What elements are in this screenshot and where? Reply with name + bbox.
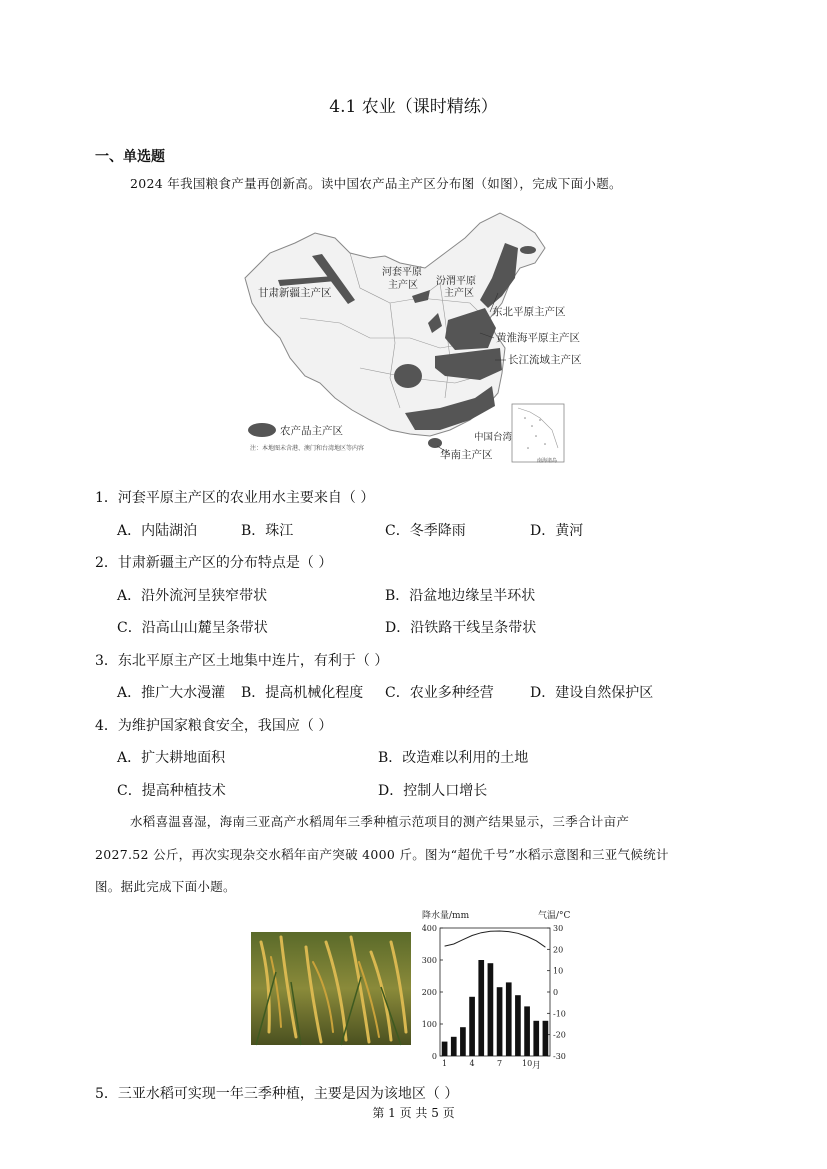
sichuan-region xyxy=(394,364,422,388)
question-3-stem: 3．东北平原主产区土地集中连片，有利于（ ） xyxy=(95,653,389,669)
left-tick-label: 400 xyxy=(421,924,437,933)
q2-option-b[interactable]: B．沿盆地边缘呈半环状 xyxy=(385,588,536,604)
right-tick-label: 30 xyxy=(553,924,564,933)
precip-bar-8 xyxy=(506,982,512,1056)
right-tick-label: -30 xyxy=(553,1052,566,1061)
precip-bar-7 xyxy=(497,987,503,1056)
precip-bar-1 xyxy=(442,1042,448,1056)
question-1-stem: 1．河套平原主产区的农业用水主要来自（ ） xyxy=(95,490,375,506)
q4-option-c[interactable]: C．提高种植技术 xyxy=(117,783,226,799)
precip-bar-3 xyxy=(460,1027,466,1056)
hainan-region xyxy=(428,438,442,448)
q4-option-d[interactable]: D．控制人口增长 xyxy=(378,783,488,799)
label-dongbei: 东北平原主产区 xyxy=(492,306,566,318)
right-tick-label: 20 xyxy=(553,945,564,955)
label-fenwei-2: 主产区 xyxy=(444,288,474,299)
legend-label: 农产品主产区 xyxy=(280,425,343,437)
temperature-line xyxy=(445,931,546,947)
x-tick-label: 10 xyxy=(521,1059,533,1068)
page-footer: 第 1 页 共 5 页 xyxy=(372,1106,455,1120)
intro-paragraph-1: 2024 年我国粮食产量再创新高。读中国农产品主产区分布图（如图），完成下面小题。 xyxy=(130,176,622,191)
label-gansu: 甘肃新疆主产区 xyxy=(258,287,332,299)
map-note: 注：本地图未含港、澳门和台湾地区等内容 xyxy=(250,445,365,452)
china-agriculture-map xyxy=(240,208,582,466)
q4-option-a[interactable]: A．扩大耕地面积 xyxy=(117,750,226,766)
precip-bar-4 xyxy=(469,997,475,1056)
intro-paragraph-2-line-2: 2027.52 公斤，再次实现杂交水稻年亩产突破 4000 斤。图为“超优千号”水稻示意图和三亚气候统计 xyxy=(95,847,669,862)
section-heading: 一、单选题 xyxy=(95,149,165,165)
chart-ylabel-left: 降水量/mm xyxy=(422,911,470,921)
q1-option-c[interactable]: C．冬季降雨 xyxy=(385,523,466,539)
q2-option-c[interactable]: C．沿高山山麓呈条带状 xyxy=(117,620,268,636)
q4-option-b[interactable]: B．改造难以利用的土地 xyxy=(378,750,529,766)
right-tick-label: 0 xyxy=(553,988,559,997)
precip-bar-5 xyxy=(478,960,484,1056)
south-china-sea-inset xyxy=(512,404,564,462)
intro-paragraph-2-line-3: 图。据此完成下面小题。 xyxy=(95,879,236,894)
x-tick-label: 1 xyxy=(442,1059,448,1068)
sanya-climate-chart xyxy=(410,906,588,1074)
left-tick-label: 0 xyxy=(431,1052,437,1061)
right-tick-label: 10 xyxy=(553,966,564,976)
right-tick-label: -10 xyxy=(553,1009,566,1019)
precip-bar-10 xyxy=(524,1006,530,1056)
precip-bar-6 xyxy=(488,963,494,1056)
q3-option-b[interactable]: B．提高机械化程度 xyxy=(241,685,364,701)
legend-swatch xyxy=(248,423,276,437)
chart-xlabel: 月 xyxy=(532,1061,542,1071)
label-taiwan: 中国台湾 xyxy=(474,432,513,443)
q1-option-a[interactable]: A．内陆湖泊 xyxy=(117,523,198,539)
question-5-stem: 5．三亚水稻可实现一年三季种植，主要是因为该地区（ ） xyxy=(95,1086,459,1102)
rice-photo xyxy=(251,932,411,1045)
q1-option-d[interactable]: D．黄河 xyxy=(530,523,584,539)
q3-option-a[interactable]: A．推广大水漫灌 xyxy=(117,685,226,701)
sanjiang-region xyxy=(520,246,536,254)
q1-option-b[interactable]: B．珠江 xyxy=(241,523,294,539)
china-outline xyxy=(245,213,545,436)
label-fenwei-1: 汾渭平原 xyxy=(436,276,476,287)
page-title: 4.1 农业（课时精练） xyxy=(329,97,498,117)
label-hetao-2: 主产区 xyxy=(388,280,418,291)
left-tick-label: 300 xyxy=(421,956,437,965)
intro-paragraph-2-line-1: 水稻喜温喜湿，海南三亚高产水稻周年三季种植示范项目的测产结果显示，三季合计亩产 xyxy=(130,814,630,829)
q2-option-d[interactable]: D．沿铁路干线呈条带状 xyxy=(385,620,537,636)
inset-label: 南海诸岛 xyxy=(537,458,558,464)
precip-bar-9 xyxy=(515,995,521,1056)
question-2-stem: 2．甘肃新疆主产区的分布特点是（ ） xyxy=(95,555,333,571)
precip-bar-2 xyxy=(451,1037,457,1056)
label-changjiang: 长江流域主产区 xyxy=(508,354,582,366)
label-huanghuai: 黄淮海平原主产区 xyxy=(496,332,580,344)
right-tick-label: -20 xyxy=(553,1030,566,1040)
left-tick-label: 200 xyxy=(421,988,437,997)
q3-option-d[interactable]: D．建设自然保护区 xyxy=(530,685,654,701)
label-hetao-1: 河套平原 xyxy=(382,267,422,278)
x-tick-label: 4 xyxy=(469,1059,475,1068)
precip-bar-11 xyxy=(533,1021,539,1056)
chart-ylabel-right: 气温/°C xyxy=(538,911,571,921)
left-tick-label: 100 xyxy=(421,1020,437,1029)
x-tick-label: 7 xyxy=(497,1059,503,1068)
question-4-stem: 4．为维护国家粮食安全，我国应（ ） xyxy=(95,718,333,734)
precip-bar-12 xyxy=(543,1021,549,1056)
q3-option-c[interactable]: C．农业多种经营 xyxy=(385,685,494,701)
label-huanan: 华南主产区 xyxy=(440,449,493,461)
q2-option-a[interactable]: A．沿外流河呈狭窄带状 xyxy=(117,588,268,604)
